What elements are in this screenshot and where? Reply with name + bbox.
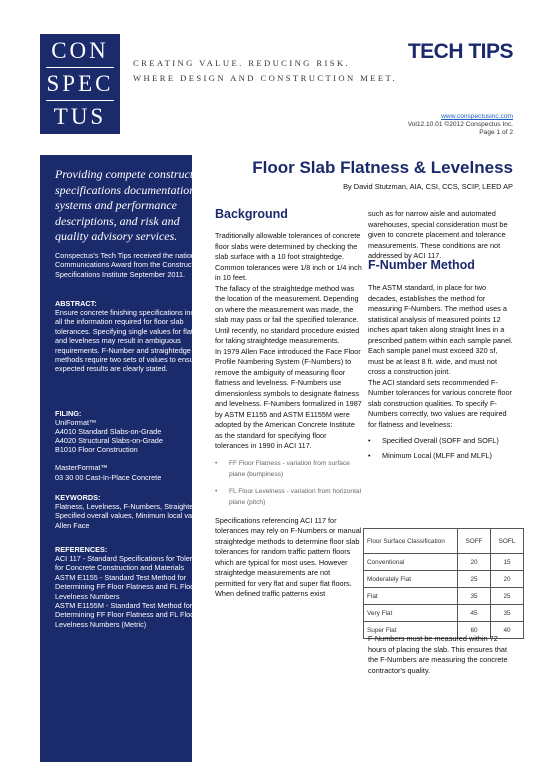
page-number: Page 1 of 2 <box>479 129 513 136</box>
bullet-text: Minimum Local (MLFF and MLFL) <box>382 450 492 460</box>
table-header: Floor Surface Classification <box>364 529 458 554</box>
paragraph: The ASTM standard, in place for two decades, establishes the method for measuring F-Numbers. The method uses a statistical analysis of measured points 12 inches apart taken along straight lines in a prescribed pattern within each sample panel. Each sample panel must exceed 320 sf, must be at least 8 ft. wide, and must not cross a construction joint. <box>368 283 513 376</box>
table-cell: Very Flat <box>364 605 458 622</box>
filing-label: FILING: <box>55 409 82 418</box>
table-cell: 20 <box>491 571 524 588</box>
bullet-text: Specified Overall (SOFF and SOFL) <box>382 436 499 445</box>
table-cell: Super Flat <box>364 622 458 639</box>
article-title: Floor Slab Flatness & Levelness <box>252 158 513 177</box>
table-header: SOFL <box>491 529 524 554</box>
byline: By David Stutzman, AIA, CSI, CCS, SCIP, LEED AP <box>343 182 513 191</box>
sidebar-intro: Providing compete construction specifications documentation, systems and performance descriptions, and risk and quality advisory services. <box>55 167 209 243</box>
tagline-2: WHERE DESIGN AND CONSTRUCTION MEET. <box>133 73 398 83</box>
table-cell: 25 <box>491 588 524 605</box>
table-cell: 15 <box>491 554 524 571</box>
tolerance-table <box>363 528 524 639</box>
paragraph: Traditionally allowable tolerances of concrete floor slabs were determined by checking the slab surface with a 10 foot straightedge. Common tolerances were 1/8 inch or 1/4 inch in 10 feet. <box>215 231 362 282</box>
paragraph: In 1979 Allen Face introduced the Face Floor Profile Numbering System (F-Numbers) to remove the ambiguity of measuring floor flatness and levelness. F-Numbers use dimensionless symbols to designate flatness and levelness. F-Numbers formalized in 1987 by ASTM E1155 and ASTM E1155M were adopted by the American Concrete Institute as the standard for specifying floor tolerances in 1990 in ACI 117. <box>215 346 362 450</box>
abstract-text: Ensure concrete finishing specifications include all the information required for floor slab tolerances. Specifying single values for flatness and levelness may result in ambiguous requirements. F-Number and straightedge methods require two sets of values to ensure the expected results are clearly stated. <box>55 308 213 374</box>
column-2 <box>368 283 513 461</box>
paragraph: When defined traffic patterns exist <box>215 589 326 598</box>
references-text: ACI 117 - Standard Specifications for Tolerances for Concrete Construction and Materials ASTM E1155 - Standard Test Method for Determining FF Floor Flatness and FL Floor Levelness Numbers ASTM E1155M - Standard Test Method for Determining FF Floor Flatness and FL Floor Levelness Numbers (Metric) <box>55 554 212 629</box>
table-cell: Flat <box>364 588 458 605</box>
table-cell: 40 <box>491 622 524 639</box>
column-2-bottom <box>368 634 513 676</box>
table-row <box>364 605 524 622</box>
sidebar <box>40 155 213 762</box>
tech-tips-title: TECH TIPS <box>407 40 513 63</box>
filing-item: UniFormat™ <box>55 418 97 427</box>
keywords-text: Flatness, Levelness, F-Numbers, Straightedge, Specified overall values, Minimum local values, Allen Face <box>55 502 208 530</box>
table-cell: 45 <box>458 605 491 622</box>
table-row <box>364 588 524 605</box>
table-cell: 25 <box>458 571 491 588</box>
paragraph: Specifications referencing ACI 117 for tolerances may rely on F-Numbers or manual straightedge methods to determine floor slab tolerances for random traffic pattern floors which are typical for most uses. However straightedge measurements are not permitted for very flat and super flat floors. <box>215 515 362 588</box>
bullet-text: FF Floor Flatness - variation from surface plane (bumpiness) <box>229 459 350 478</box>
table-row <box>364 571 524 588</box>
bullet-text: FL Floor Levelness - variation from horizontal plane (pitch) <box>229 487 362 506</box>
table-cell: Moderately Flat <box>364 571 458 588</box>
table-cell: 20 <box>458 554 491 571</box>
bullet-fl: • FL Floor Levelness - variation from horizontal plane (pitch) <box>215 487 362 506</box>
logo-line: TUS <box>53 104 107 129</box>
references-label: REFERENCES: <box>55 545 108 554</box>
paragraph: such as for narrow aisle and automated warehouses, special consideration must be given to concrete placement and tolerance measurements. These conditions are not addressed by ACI 117. <box>368 209 508 260</box>
award-text: Conspectus's Tech Tips received the national Communications Award from the Construction Specifications Institute September 2011. <box>55 251 204 279</box>
background-heading: Background <box>215 207 288 221</box>
filing-item: A4020 Structural Slabs-on-Grade <box>55 436 163 445</box>
conspectus-logo <box>40 34 120 134</box>
table-header: SOFF <box>458 529 491 554</box>
bullet-specified-overall: • Specified Overall (SOFF and SOFL) <box>368 436 499 445</box>
paragraph: The fallacy of the straightedge method was the location of the measurement. Depending on where the measurement was made, the slab may pass or fail the specified tolerance. Until recently, no standard procedure existed for taking straightedge measurements. <box>215 283 360 345</box>
logo-line: CON <box>51 38 109 63</box>
tagline-1: CREATING VALUE. REDUCING RISK. <box>133 58 351 68</box>
volume-info: Vol12.10.01 ©2012 Conspectus Inc. <box>407 121 513 128</box>
filing-item: B1010 Floor Construction <box>55 445 138 454</box>
abstract-label: ABSTRACT: <box>55 299 97 308</box>
filing-item: MasterFormat™ <box>55 463 108 472</box>
filing-item: A4010 Standard Slabs-on-Grade <box>55 427 162 436</box>
table-header-row <box>364 529 524 554</box>
website-link[interactable]: www.conspectusinc.com <box>441 113 513 120</box>
table-cell: Conventional <box>364 554 458 571</box>
table-row <box>364 554 524 571</box>
keywords-label: KEYWORDS: <box>55 493 101 502</box>
column-1 <box>215 231 362 600</box>
filing-item: 03 30 00 Cast-In-Place Concrete <box>55 473 162 482</box>
logo-divider <box>46 100 114 101</box>
paragraph: F-Numbers must be measured within 72 hours of placing the slab. This ensures that the F-Numbers are measuring the concrete contractor's quality. <box>368 634 508 675</box>
bullet-minimum-local: • Minimum Local (MLFF and MLFL) <box>368 450 492 460</box>
fnumber-heading: F-Number Method <box>368 258 475 272</box>
bullet-ff: • FF Floor Flatness - variation from surface plane (bumpiness) <box>215 458 362 480</box>
logo-line: SPEC <box>46 71 114 96</box>
logo-divider <box>46 67 114 68</box>
table-cell: 60 <box>458 622 491 639</box>
paragraph: The ACI standard sets recommended F-Number tolerances for various concrete floor slab construction qualities. To specify F-Numbers correctly, two values are required for flatness and levelness: <box>368 377 512 429</box>
table-cell: 35 <box>491 605 524 622</box>
column-2-top <box>368 209 513 262</box>
table-cell: 35 <box>458 588 491 605</box>
